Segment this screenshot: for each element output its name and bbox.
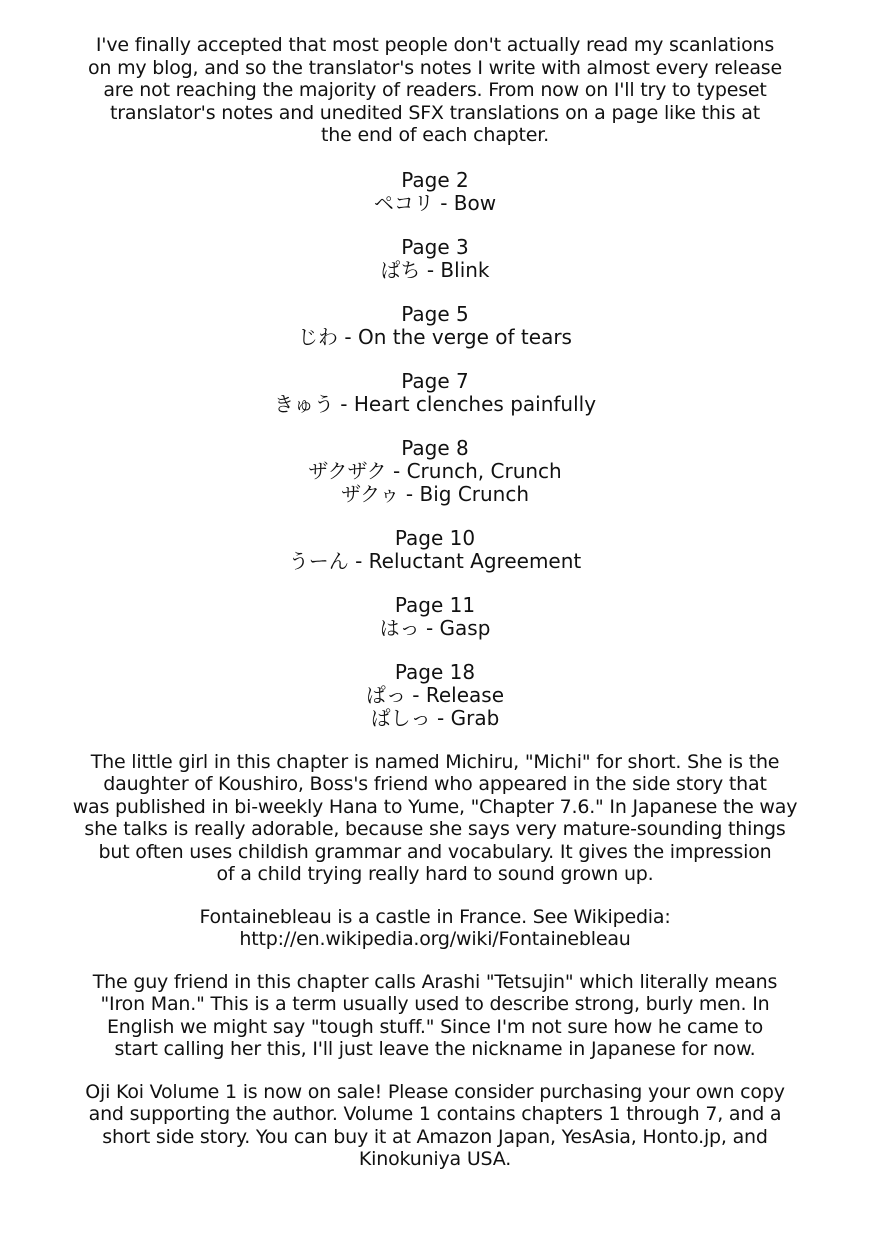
- note-michiru: [55, 751, 815, 886]
- sfx-translation: うーん - Reluctant Agreement: [288, 548, 582, 573]
- sfx-page-number: Page 11: [394, 592, 476, 617]
- sfx-page-number: Page 3: [401, 234, 469, 259]
- sfx-page-number: Page 10: [394, 525, 476, 550]
- sfx-translation: ペコリ - Bow: [373, 190, 497, 215]
- note-fontainebleau: [55, 906, 815, 951]
- note-line: start calling her this, I'll just leave the nickname in Japanese for now.: [114, 1038, 756, 1060]
- note-line: English we might say "tough stuff." Since I'm not sure how he came to: [106, 1015, 764, 1038]
- intro-line: are not reaching the majority of readers. From now on I'll try to typeset: [103, 79, 767, 101]
- intro-paragraph: [55, 34, 815, 147]
- note-line: "Iron Man." This is a term usually used to describe strong, burly men. In: [100, 993, 770, 1015]
- intro-line: on my blog, and so the translator's notes I write with almost every release: [88, 56, 782, 79]
- wikipedia-link-text: http://en.wikipedia.org/wiki/Fontainebleau: [239, 928, 631, 950]
- note-line: Kinokuniya USA.: [358, 1148, 512, 1170]
- sfx-translation: きゅう - Heart clenches painfully: [273, 391, 597, 416]
- sfx-translation: じわ - On the verge of tears: [298, 324, 572, 349]
- sfx-page-number: Page 2: [401, 167, 469, 192]
- sfx-entry: [55, 437, 815, 506]
- sfx-list: [55, 169, 815, 730]
- sfx-translation: ザクゥ - Big Crunch: [340, 481, 530, 506]
- sfx-entry: [55, 370, 815, 416]
- note-line: she talks is really adorable, because she says very mature-sounding things: [84, 818, 786, 840]
- sfx-entry: [55, 169, 815, 215]
- sfx-entry: [55, 594, 815, 640]
- note-line: The guy friend in this chapter calls Arashi "Tetsujin" which literally means: [92, 970, 778, 993]
- note-tetsujin: [55, 971, 815, 1061]
- note-line: daughter of Koushiro, Boss's friend who appeared in the side story that: [103, 773, 767, 795]
- sfx-entry: [55, 661, 815, 730]
- sfx-page-number: Page 5: [401, 301, 469, 326]
- sfx-page-number: Page 8: [401, 435, 469, 460]
- sfx-translation: ぱち - Blink: [380, 257, 490, 282]
- intro-line: the end of each chapter.: [321, 124, 549, 146]
- sfx-translation: ぱっ - Release: [365, 682, 505, 707]
- note-line: but often uses childish grammar and vocabulary. It gives the impression: [98, 840, 772, 863]
- note-line: short side story. You can buy it at Amazon Japan, YesAsia, Honto.jp, and: [102, 1125, 768, 1148]
- sfx-entry: [55, 303, 815, 349]
- sfx-translation: ぱしっ - Grab: [370, 705, 500, 730]
- note-line: of a child trying really hard to sound grown up.: [216, 863, 654, 885]
- note-line: The little girl in this chapter is named Michiru, "Michi" for short. She is the: [90, 750, 780, 773]
- note-line: was published in bi-weekly Hana to Yume, "Chapter 7.6." In Japanese the way: [72, 795, 798, 818]
- sfx-entry: [55, 236, 815, 282]
- intro-line: translator's notes and unedited SFX translations on a page like this at: [110, 101, 760, 124]
- sfx-page-number: Page 7: [401, 368, 469, 393]
- note-volume-sale: [55, 1081, 815, 1171]
- sfx-page-number: Page 18: [394, 659, 476, 684]
- intro-line: I've finally accepted that most people don't actually read my scanlations: [95, 34, 775, 56]
- sfx-translation: はっ - Gasp: [379, 615, 491, 640]
- sfx-entry: [55, 527, 815, 573]
- note-line: and supporting the author. Volume 1 contains chapters 1 through 7, and a: [88, 1103, 782, 1125]
- note-line: Fontainebleau is a castle in France. See Wikipedia:: [199, 905, 671, 928]
- note-line: Oji Koi Volume 1 is now on sale! Please consider purchasing your own copy: [85, 1080, 785, 1103]
- sfx-translation: ザクザク - Crunch, Crunch: [308, 458, 562, 483]
